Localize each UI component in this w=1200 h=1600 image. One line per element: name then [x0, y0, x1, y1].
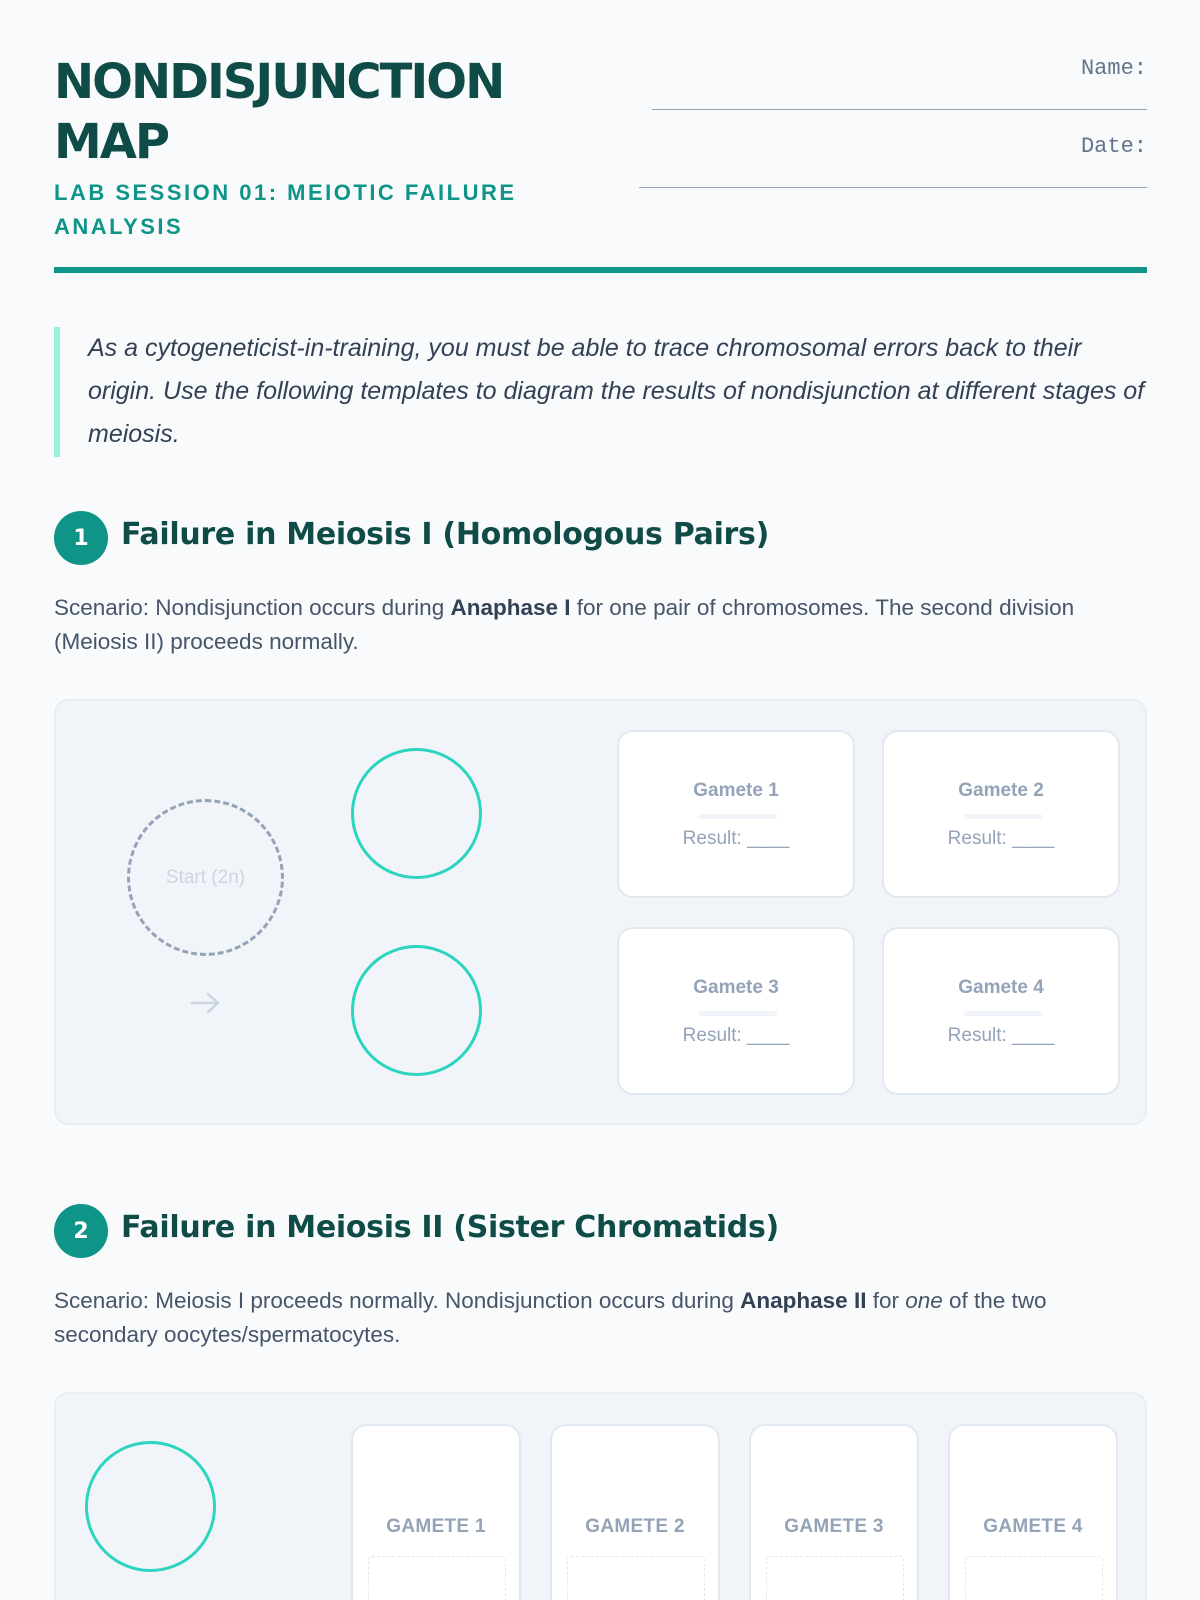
gamete-card[interactable] — [617, 927, 855, 1095]
scenario-text: Scenario: Meiosis I proceeds normally. Nondisjunction occurs during — [54, 1288, 741, 1313]
name-label: Name: — [1080, 56, 1147, 81]
gamete-label: Gamete 2 — [958, 780, 1044, 801]
drawing-box[interactable] — [965, 1556, 1103, 1600]
daughter-cell-1[interactable] — [351, 748, 482, 879]
gamete-card[interactable] — [882, 927, 1120, 1095]
gamete-label: GAMETE 4 — [983, 1516, 1083, 1537]
section-1-number: 1 — [54, 511, 108, 565]
scenario-text: for one pair of chromosomes. The second division (Meiosis II) proceeds normally. — [54, 595, 1075, 654]
scenario-emphasis: Anaphase I — [450, 595, 571, 620]
daughter-cell-2[interactable] — [351, 945, 482, 1076]
divider — [964, 814, 1042, 819]
gamete-label: GAMETE 1 — [386, 1516, 486, 1537]
gamete-result: Result: ____ — [947, 828, 1055, 849]
gamete-label: GAMETE 3 — [784, 1516, 884, 1537]
gamete-result: Result: ____ — [947, 1025, 1055, 1046]
header-divider — [54, 267, 1147, 273]
gamete-card[interactable] — [948, 1424, 1118, 1600]
start-cell[interactable] — [127, 799, 284, 956]
gamete-result: Result: ____ — [682, 828, 790, 849]
start-cell-label: Start (2n) — [165, 866, 246, 888]
gamete-card[interactable] — [550, 1424, 720, 1600]
section-1-title: Failure in Meiosis I (Homologous Pairs) — [121, 517, 770, 552]
name-field[interactable] — [652, 109, 1147, 110]
section-2-scenario — [54, 1284, 1147, 1352]
header — [54, 52, 1147, 274]
meiosis-2-diagram-panel — [54, 1392, 1147, 1600]
scenario-emphasis: Anaphase II — [740, 1288, 867, 1313]
gamete-card[interactable] — [882, 730, 1120, 898]
arrow-right-icon — [190, 991, 222, 1015]
intro-text: As a cytogeneticist-in-training, you must be able to trace chromosomal errors back to their origin. Use the following templates to diagram the results of nondisjunction at different stages of meiosis. — [54, 327, 1147, 457]
divider — [699, 1011, 777, 1016]
page-subtitle: LAB SESSION 01: MEIOTIC FAILURE ANALYSIS — [54, 180, 517, 239]
date-field[interactable] — [639, 187, 1147, 188]
divider — [699, 814, 777, 819]
gamete-label: Gamete 1 — [693, 780, 779, 801]
divider — [964, 1011, 1042, 1016]
scenario-emphasis-italic: one — [905, 1288, 943, 1313]
section-2-number: 2 — [54, 1204, 108, 1258]
gamete-card[interactable] — [617, 730, 855, 898]
scenario-text: for — [866, 1288, 906, 1313]
section-2-title: Failure in Meiosis II (Sister Chromatids) — [121, 1210, 779, 1245]
meiosis-1-diagram-panel — [54, 699, 1147, 1125]
gamete-result: Result: ____ — [682, 1025, 790, 1046]
section-1-scenario — [54, 591, 1147, 659]
drawing-box[interactable] — [368, 1556, 506, 1600]
drawing-box[interactable] — [567, 1556, 705, 1600]
scenario-text: of the two secondary oocytes/spermatocytes. — [54, 1288, 1047, 1347]
page-title: NONDISJUNCTION MAP — [54, 54, 504, 170]
date-label: Date: — [1080, 134, 1147, 159]
parent-cell[interactable] — [85, 1441, 216, 1572]
drawing-box[interactable] — [766, 1556, 904, 1600]
gamete-card[interactable] — [351, 1424, 521, 1600]
scenario-text: Scenario: Nondisjunction occurs during — [54, 595, 451, 620]
gamete-card[interactable] — [749, 1424, 919, 1600]
gamete-label: Gamete 4 — [958, 977, 1044, 998]
gamete-label: Gamete 3 — [693, 977, 779, 998]
gamete-label: GAMETE 2 — [585, 1516, 685, 1537]
